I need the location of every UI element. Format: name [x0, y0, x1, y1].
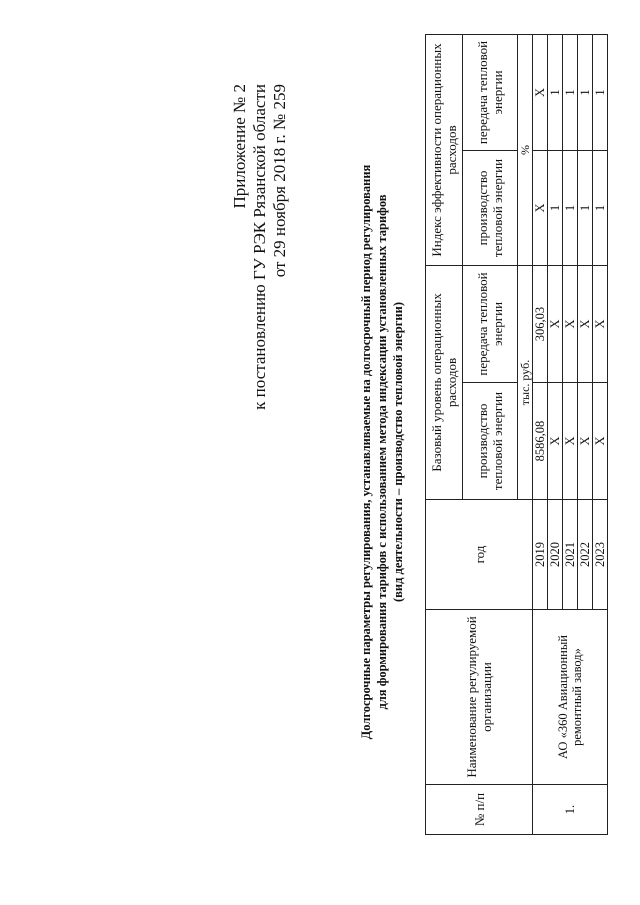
org-name [533, 610, 608, 785]
org-name-line-2: ремонтный завод» [570, 648, 584, 746]
cell-index-trans: 1 [593, 35, 608, 151]
cell-index-prod: 1 [548, 151, 563, 266]
title-line-3: (вид деятельности – производство тепловой энергии) [391, 301, 405, 603]
cell-index-trans: X [533, 35, 548, 151]
cell-year: 2021 [563, 500, 578, 610]
cell-index-prod: X [533, 151, 548, 266]
header-org: Наименование регулируемой организации [426, 610, 533, 785]
cell-base-trans: X [548, 266, 563, 383]
cell-base-prod: X [593, 383, 608, 500]
title-line-2: для формирования тарифов с использованием метода индексации установленных тарифов [375, 194, 389, 710]
cell-year: 2022 [578, 500, 593, 610]
unit-base: тыс. руб. [518, 266, 533, 500]
cell-year: 2019 [533, 500, 548, 610]
table-row [533, 35, 548, 835]
header-base-prod: производство тепловой энергии [463, 383, 518, 500]
cell-index-prod: 1 [578, 151, 593, 266]
cell-index-trans: 1 [548, 35, 563, 151]
header-index-trans: передача тепловой энергии [463, 35, 518, 151]
header-num: № п/п [426, 785, 533, 835]
rotated-landscape-page [230, 32, 640, 872]
appendix-resolution: к постановлению ГУ РЭК Рязанской области [250, 84, 269, 410]
cell-base-prod: X [578, 383, 593, 500]
cell-index-trans: 1 [578, 35, 593, 151]
cell-base-prod: 8586,08 [533, 383, 548, 500]
appendix-date: от 29 ноября 2018 г. № 259 [270, 84, 289, 278]
title-line-1: Долгосрочные параметры регулирования, устанавливаемые на долгосрочный период регулирования [359, 164, 373, 740]
cell-base-prod: X [563, 383, 578, 500]
appendix-header [230, 84, 290, 872]
org-name-line-1: АО «360 Авиационный [556, 635, 570, 759]
header-index-group: Индекс эффективности операционных расходов [426, 35, 463, 266]
cell-base-trans: X [563, 266, 578, 383]
cell-base-trans: X [578, 266, 593, 383]
cell-base-trans: X [593, 266, 608, 383]
cell-base-prod: X [548, 383, 563, 500]
cell-year: 2023 [593, 500, 608, 610]
header-base-trans: передача тепловой энергии [463, 266, 518, 383]
appendix-number: Приложение № 2 [230, 84, 249, 209]
cell-index-trans: 1 [563, 35, 578, 151]
cell-index-prod: 1 [563, 151, 578, 266]
header-year: год [426, 500, 533, 610]
cell-year: 2020 [548, 500, 563, 610]
table-body [533, 35, 608, 835]
unit-index: % [518, 35, 533, 266]
parameters-table [425, 34, 608, 835]
cell-base-trans: 306,03 [533, 266, 548, 383]
header-index-prod: производство тепловой энергии [463, 151, 518, 266]
cell-index-prod: 1 [593, 151, 608, 266]
org-num: 1. [533, 785, 608, 835]
document-title [358, 32, 406, 872]
header-base-group: Базовый уровень операционных расходов [426, 266, 463, 500]
